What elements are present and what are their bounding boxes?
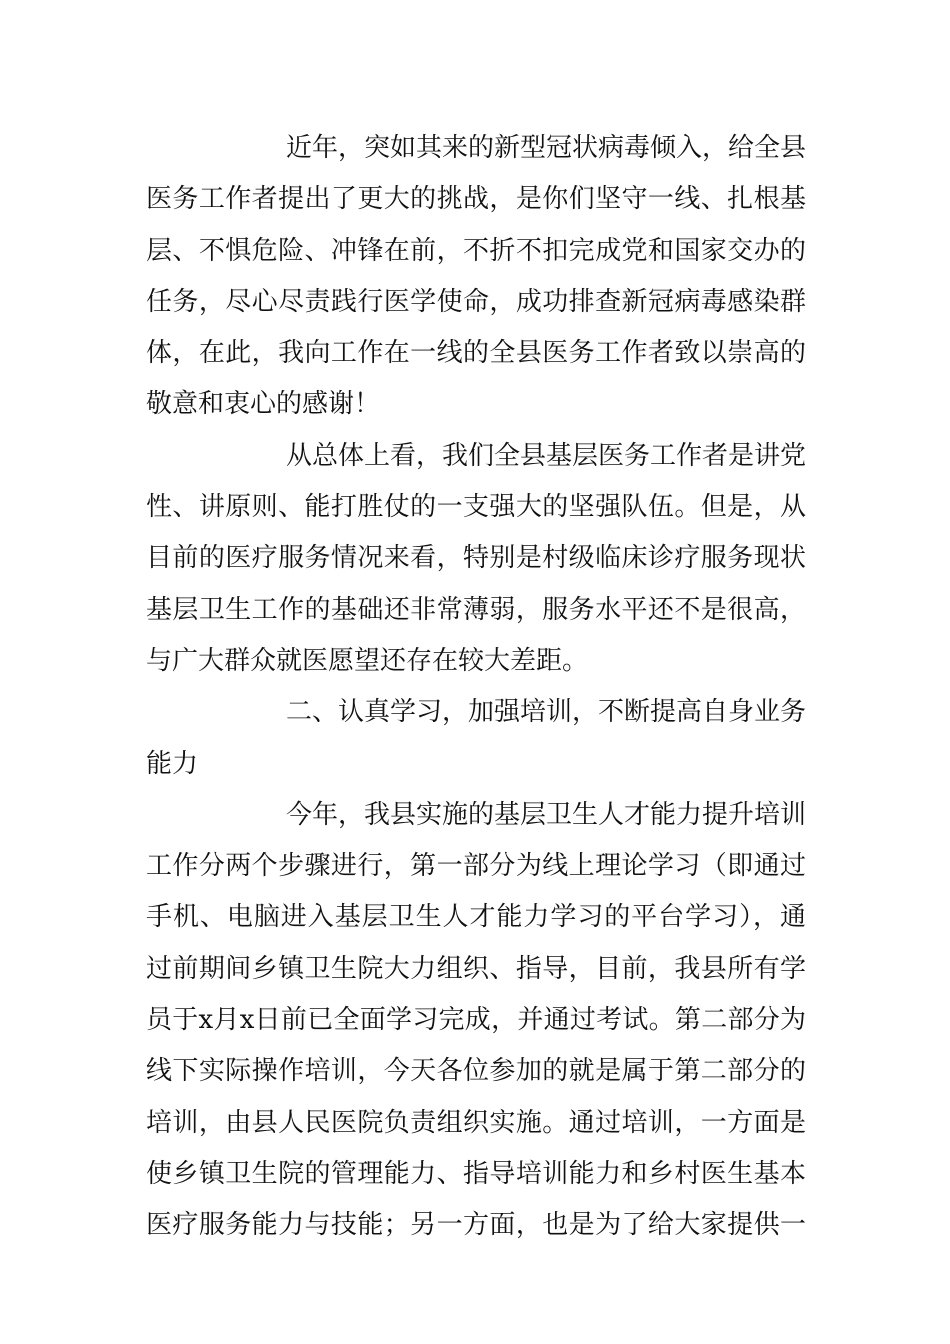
paragraph-1-line-5: 体，在此，我向工作在一线的全县医务工作者致以崇高的	[146, 338, 806, 369]
paragraph-3-line-1: 今年，我县实施的基层卫生人才能力提升培训	[286, 799, 807, 830]
paragraph-3-line-4: 过前期间乡镇卫生院大力组织、指导，目前，我县所有学	[146, 953, 806, 984]
paragraph-2-line-3: 目前的医疗服务情况来看，特别是村级临床诊疗服务现状	[146, 543, 806, 574]
paragraph-1-line-2: 医务工作者提出了更大的挑战，是你们坚守一线、扎根基	[146, 184, 806, 215]
paragraph-2-line-5: 与广大群众就医愿望还存在较大差距。	[146, 645, 589, 676]
paragraph-3-line-7: 培训，由县人民医院负责组织实施。通过培训，一方面是	[146, 1107, 806, 1138]
paragraph-1-line-1: 近年，突如其来的新型冠状病毒倾入，给全县	[286, 133, 807, 163]
paragraph-3-line-9: 医疗服务能力与技能；另一方面，也是为了给大家提供一	[146, 1210, 806, 1241]
paragraph-1-line-6: 敬意和衷心的感谢！	[146, 389, 381, 420]
paragraph-3-line-2: 工作分两个步骤进行，第一部分为线上理论学习（即通过	[146, 851, 806, 882]
paragraph-1-line-4: 任务，尽心尽责践行医学使命，成功排查新冠病毒感染群	[146, 286, 806, 317]
section-heading-line-1: 二、认真学习，加强培训，不断提高自身业务	[286, 697, 807, 728]
paragraph-2-line-1: 从总体上看，我们全县基层医务工作者是讲党	[286, 440, 807, 471]
paragraph-3-line-6: 线下实际操作培训，今天各位参加的就是属于第二部分的	[146, 1056, 806, 1087]
paragraph-2-line-4: 基层卫生工作的基础还非常薄弱，服务水平还不是很高，	[146, 594, 806, 625]
section-heading-line-2: 能力	[146, 748, 199, 779]
paragraph-2-line-2: 性、讲原则、能打胜仗的一支强大的坚强队伍。但是，从	[146, 492, 806, 523]
paragraph-3-line-3: 手机、电脑进入基层卫生人才能力学习的平台学习），通	[146, 902, 806, 933]
paragraph-3-line-8: 使乡镇卫生院的管理能力、指导培训能力和乡村医生基本	[146, 1158, 806, 1189]
document-body	[146, 123, 806, 1252]
paragraph-3-line-5: 员于x月x日前已全面学习完成，并通过考试。第二部分为	[146, 1005, 806, 1036]
paragraph-1-line-3: 层、不惧危险、冲锋在前，不折不扣完成党和国家交办的	[146, 235, 806, 266]
